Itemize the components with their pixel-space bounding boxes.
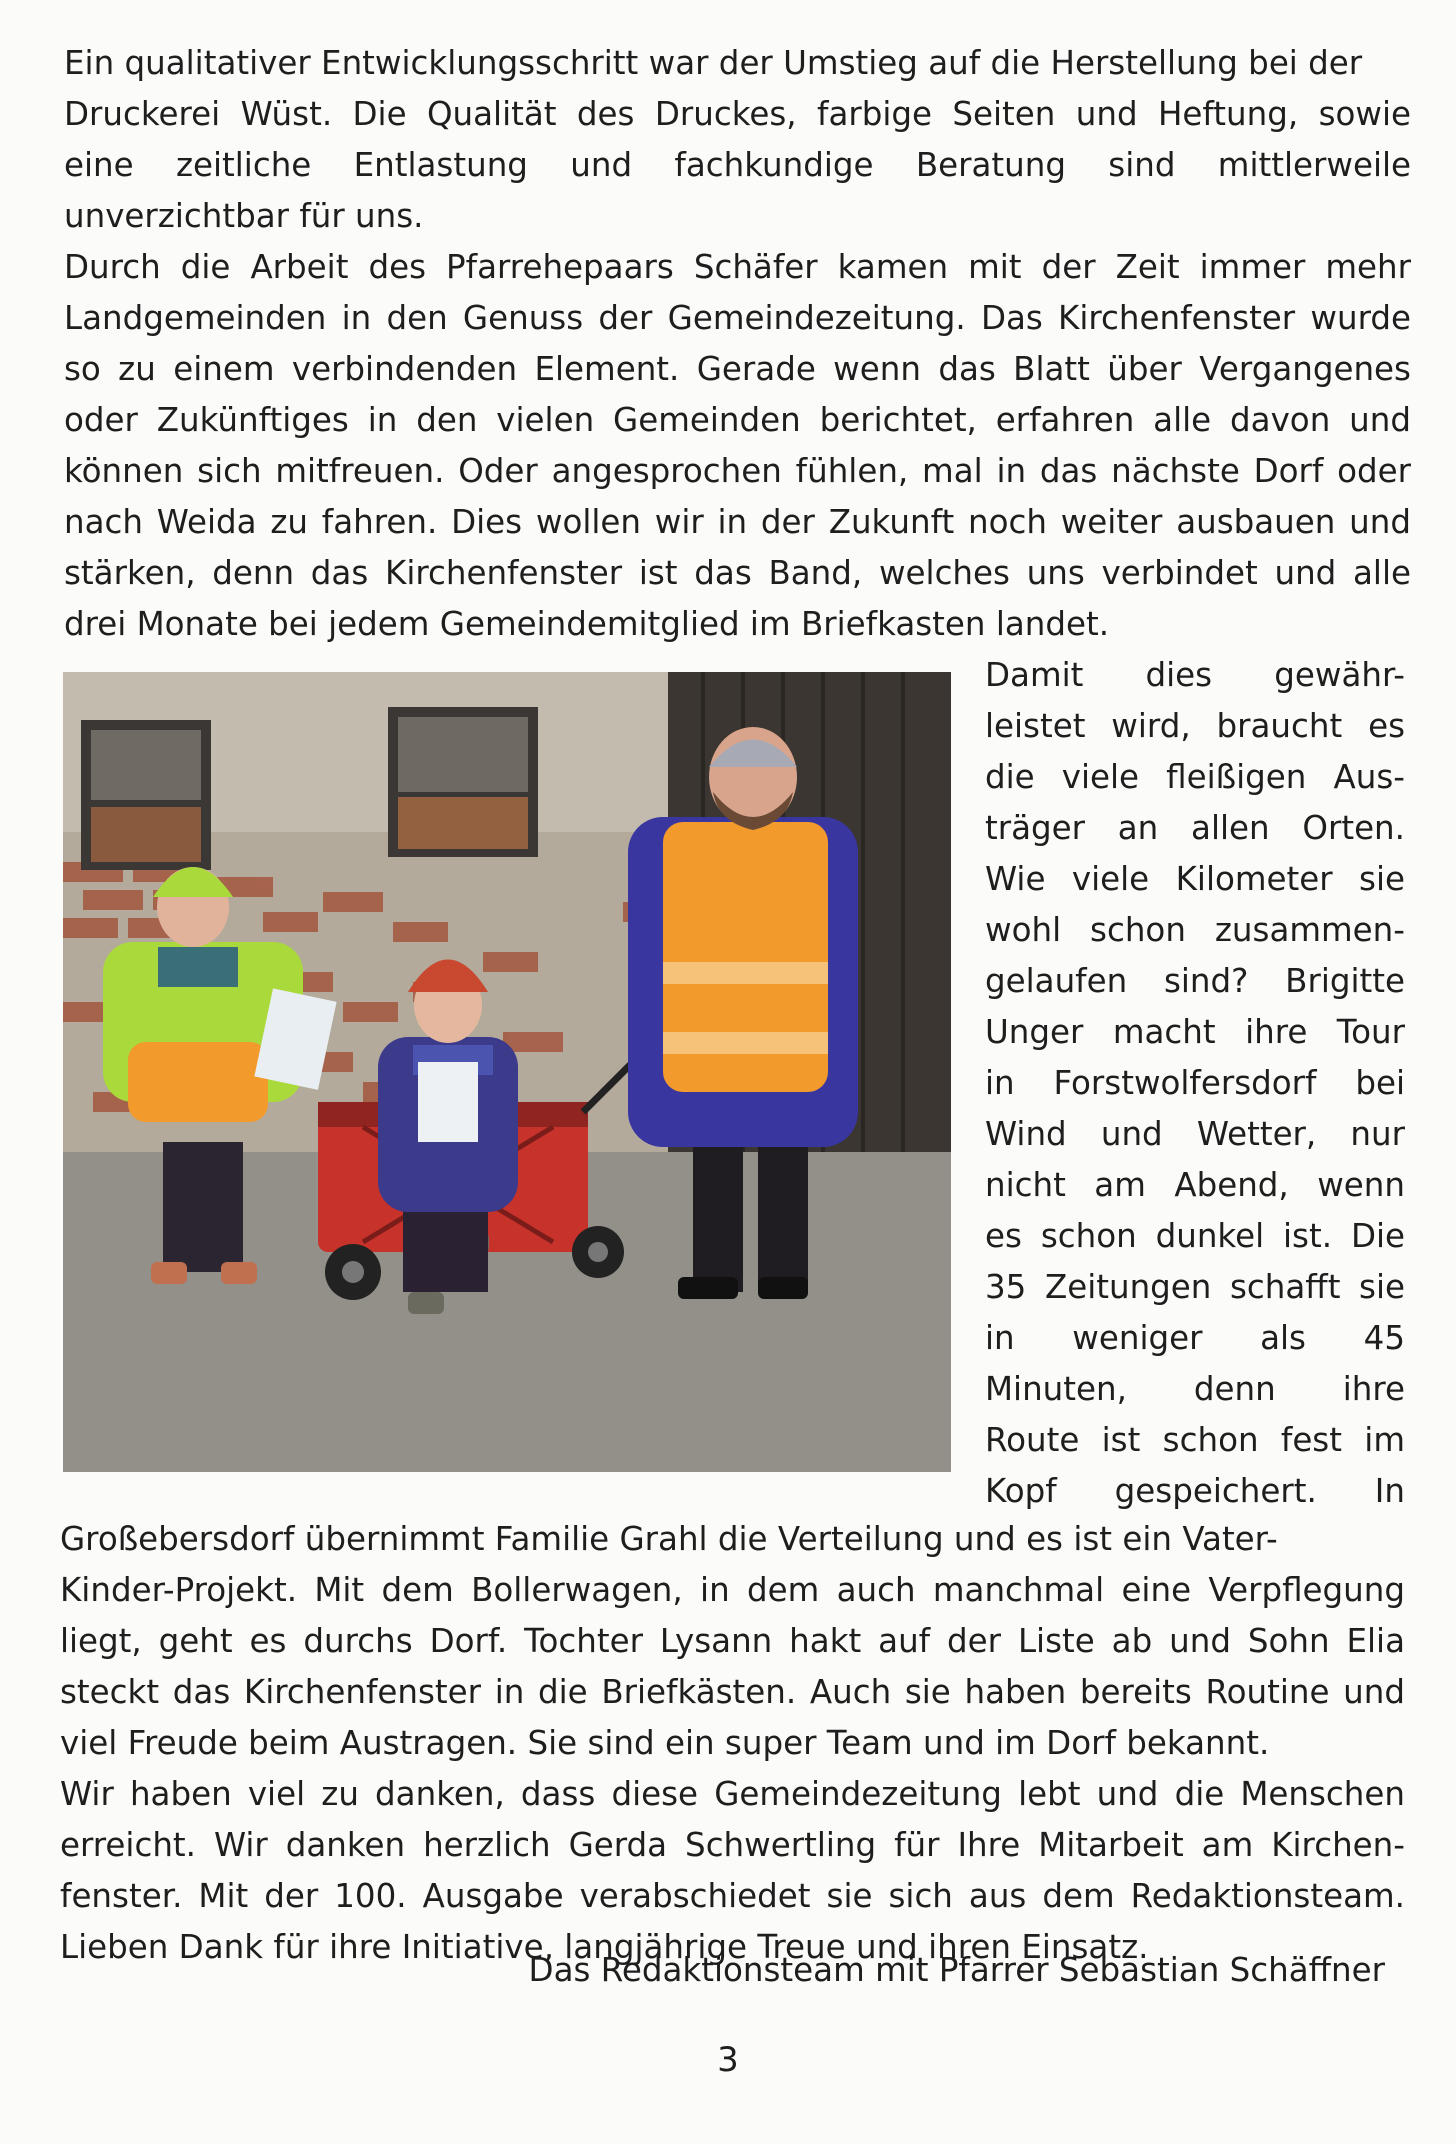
text-line: Druckerei Wüst. Die Qualität des Druckes, farbige Seiten und Heftung, sowie [64,95,1411,133]
text-line: träger an allen Orten. [985,809,1405,847]
text-line: viel Freude beim Austragen. Sie sind ein super Team und im Dorf bekannt. [60,1724,1270,1762]
text-line: stärken, denn das Kirchenfenster ist das Band, welches uns verbindet und alle [64,554,1411,592]
text-line: Ein qualitativer Entwicklungsschritt war der Umstieg auf die Herstellung bei der [64,44,1363,82]
text-line: leistet wird, braucht es [985,707,1405,745]
text-line: gelaufen sind? Brigitte [985,962,1405,1000]
signature-line: Das Redaktionsteam mit Pfarrer Sebastian Schäffner [528,1951,1385,1989]
text-line: Kinder-Projekt. Mit dem Bollerwagen, in dem auch manchmal eine Verpflegung [60,1571,1405,1609]
text-line: Route ist schon fest im [985,1421,1405,1459]
text-line: Damit dies gewähr- [985,656,1405,694]
text-line: in Forstwolfersdorf bei [985,1064,1405,1102]
text-line: Landgemeinden in den Genuss der Gemeindezeitung. Das Kirchenfenster wurde [64,299,1411,337]
text-line: fenster. Mit der 100. Ausgabe verabschiedet sie sich aus dem Redaktionsteam. [60,1877,1405,1915]
text-line: in weniger als 45 [985,1319,1405,1357]
text-line: unverzichtbar für uns. [64,197,424,235]
text-line: drei Monate bei jedem Gemeindemitglied im Briefkasten landet. [64,605,1110,643]
text-line: liegt, geht es durchs Dorf. Tochter Lysann hakt auf der Liste ab und Sohn Elia [60,1622,1405,1660]
text-line: es schon dunkel ist. Die [985,1217,1405,1255]
text-line: nicht am Abend, wenn [985,1166,1405,1204]
text-line: Durch die Arbeit des Pfarrehepaars Schäfer kamen mit der Zeit immer mehr [64,248,1411,286]
closing-paragraphs [60,1514,1405,1973]
text-line: wohl schon zusammen- [985,911,1405,949]
text-line: Unger macht ihre Tour [985,1013,1405,1051]
intro-paragraphs [64,38,1411,650]
text-line: eine zeitliche Entlastung und fachkundige Beratung sind mittlerweile [64,146,1411,184]
text-line: oder Zukünftiges in den vielen Gemeinden berichtet, erfahren alle davon und [64,401,1411,439]
text-line: Wie viele Kilometer sie [985,860,1405,898]
text-line: 35 Zeitungen schafft sie [985,1268,1405,1306]
text-line: Minuten, denn ihre [985,1370,1405,1408]
text-line: Wir haben viel zu danken, dass diese Gemeindezeitung lebt und die Menschen [60,1775,1405,1813]
text-line: Großebersdorf übernimmt Familie Grahl die Verteilung und es ist ein Vater- [60,1520,1278,1558]
text-line: Wind und Wetter, nur [985,1115,1405,1153]
page-number: 3 [717,2040,739,2080]
photo-newspaper-deliverers [63,672,951,1472]
text-line: so zu einem verbindenden Element. Gerade wenn das Blatt über Vergangenes [64,350,1411,388]
text-line: die viele fleißigen Aus- [985,758,1405,796]
text-line: nach Weida zu fahren. Dies wollen wir in der Zukunft noch weiter ausbauen und [64,503,1411,541]
text-line: Lieben Dank für ihre Initiative, langjährige Treue und ihren Einsatz. [60,1928,1149,1966]
side-column-paragraph [985,650,1405,1517]
text-line: können sich mitfreuen. Oder angesprochen fühlen, mal in das nächste Dorf oder [64,452,1411,490]
text-line: Kopf gespeichert. In [985,1472,1405,1510]
text-line: erreicht. Wir danken herzlich Gerda Schwertling für Ihre Mitarbeit am Kirchen- [60,1826,1405,1864]
text-line: steckt das Kirchenfenster in die Briefkästen. Auch sie haben bereits Routine und [60,1673,1405,1711]
